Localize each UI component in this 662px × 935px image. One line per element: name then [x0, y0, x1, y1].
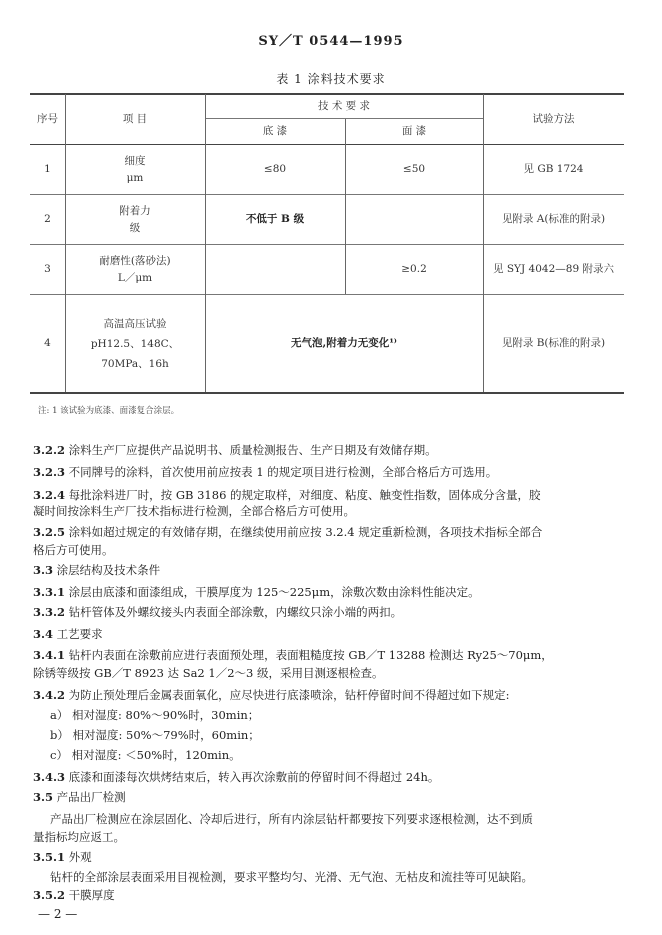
clause-number: 3.4.2: [33, 688, 66, 702]
item-condition: 70MPa、16h: [101, 357, 169, 370]
paragraph: [33, 770, 633, 785]
paragraph: [33, 648, 633, 663]
table-row-no: 3: [44, 263, 51, 275]
test-method: 见附录 B(标准的附录): [501, 337, 606, 349]
table-title: 表 1 涂料技术要求: [276, 72, 386, 86]
clause-text: 钻杆管体及外螺纹接头内表面全部涂敷，内螺纹只涂小端的两扣。: [65, 605, 403, 619]
header-test-method: 试验方法: [532, 112, 575, 125]
document-header: SY／T 0544—1995: [258, 34, 404, 49]
paragraph: [33, 605, 633, 620]
paragraph: [33, 443, 633, 458]
item-unit: μm: [126, 171, 144, 184]
table-row-item: [65, 195, 205, 244]
table-row-no: 2: [44, 213, 51, 225]
clause-text: 凝时间按涂料生产厂技术指标进行检测，全部合格后方可使用。: [33, 504, 355, 518]
clause-text: 干膜厚度: [65, 888, 115, 902]
clause-number: 3.4: [33, 627, 54, 641]
item-unit: 级: [129, 221, 141, 234]
clause-text: 产品出厂检测: [53, 790, 126, 804]
topcoat-value: ≥0.2: [401, 263, 427, 275]
primer-value: 不低于 B 级: [245, 213, 305, 225]
clause-number: 3.4.3: [33, 770, 66, 784]
item-condition: pH12.5、148C、: [90, 337, 180, 350]
item-name: 细度: [124, 154, 146, 167]
paragraph: [33, 666, 633, 681]
clause-number: 3.3.1: [33, 585, 66, 599]
item-name: 高温高压试验: [103, 317, 167, 330]
paragraph: [33, 465, 633, 480]
paragraph: [33, 525, 633, 540]
clause-text: 钻杆内表面在涂敷前应进行表面预处理，表面粗糙度按 GB／T 13288 检测达 Ry25～70μm，: [65, 648, 553, 662]
merged-requirement: 无气泡,附着力无变化¹⁾: [291, 337, 397, 349]
clause-number: 3.3.2: [33, 605, 66, 619]
section-heading: [33, 563, 633, 578]
item-unit: L／μm: [117, 271, 153, 284]
clause-text: 涂层由底漆和面漆组成，干膜厚度为 125～225μm，涂敷次数由涂料性能决定。: [65, 585, 480, 599]
clause-text: 产品出厂检测应在涂层固化、冷却后进行，所有内涂层钻杆都要按下列要求逐根检测，达不到质: [50, 812, 533, 826]
clause-text: 钻杆的全部涂层表面采用目视检测，要求平整均匀、光滑、无气泡、无枯皮和流挂等可见缺陷。: [50, 870, 533, 884]
paragraph: [33, 585, 633, 600]
header-requirements: 技 术 要 求: [317, 99, 370, 112]
clause-text: 不同牌号的涂料，首次使用前应按表 1 的规定项目进行检测，全部合格后方可选用。: [65, 465, 498, 479]
clause-number: 3.2.3: [33, 465, 66, 479]
clause-text: c） 相对湿度: ＜50%时，120min。: [50, 748, 241, 762]
topcoat-value: ≤50: [402, 163, 426, 175]
clause-text: 涂层结构及技术条件: [53, 563, 161, 577]
list-item: [50, 748, 650, 763]
primer-value: ≤80: [263, 163, 287, 175]
item-name: 附着力: [119, 204, 151, 217]
table-note: 注: 1 该试验为底漆、面漆复合涂层。: [38, 406, 180, 416]
table-row-item: [65, 295, 205, 392]
header-primer: 底 漆: [262, 125, 288, 137]
list-item: [50, 708, 650, 723]
clause-text: 量指标均应返工。: [33, 830, 125, 844]
clause-number: 3.2.4: [33, 488, 66, 502]
header-topcoat: 面 漆: [401, 125, 427, 137]
test-method: 见 SYJ 4042—89 附录六: [493, 263, 614, 275]
table-row-no: 1: [44, 163, 51, 175]
section-heading: [33, 790, 633, 805]
section-heading: [33, 627, 633, 642]
list-item: [50, 728, 650, 743]
primer-value: [205, 245, 345, 294]
clause-text: 每批涂料进厂时，按 GB 3186 的规定取样，对细度、粘度、触变性指数，固体成分含量，胶: [65, 488, 541, 502]
table-bottom-rule: [30, 392, 624, 394]
clause-text: 外观: [65, 850, 92, 864]
paragraph: [33, 504, 633, 519]
table-row-item: [65, 145, 205, 194]
clause-text: b） 相对湿度: 50%～79%时，60min；: [50, 728, 260, 742]
paragraph: [33, 488, 633, 503]
clause-text: 除锈等级按 GB／T 8923 达 Sa2 1／2～3 级，采用目测逐根检查。: [33, 666, 384, 680]
clause-text: 工艺要求: [53, 627, 103, 641]
section-heading: [33, 850, 633, 865]
clause-number: 3.5.2: [33, 888, 66, 902]
clause-text: a） 相对湿度: 80%～90%时，30min；: [50, 708, 260, 722]
header-item: 项 目: [122, 112, 148, 125]
test-method: 见附录 A(标准的附录): [501, 213, 606, 225]
page-number: — 2 —: [38, 907, 78, 921]
item-name: 耐磨性(落砂法): [99, 254, 171, 267]
clause-number: 3.2.5: [33, 525, 66, 539]
topcoat-value: [345, 195, 483, 244]
clause-text: 涂料如超过规定的有效储存期，在继续使用前应按 3.2.4 规定重新检测，各项技术指标全部合: [65, 525, 543, 539]
clause-number: 3.4.1: [33, 648, 66, 662]
clause-number: 3.5: [33, 790, 54, 804]
header-no: 序号: [37, 112, 58, 125]
test-method: 见 GB 1724: [523, 163, 584, 175]
table-row-no: 4: [44, 337, 51, 349]
clause-text: 涂料生产厂应提供产品说明书、质量检测报告、生产日期及有效储存期。: [65, 443, 437, 457]
clause-number: 3.2.2: [33, 443, 66, 457]
clause-number: 3.5.1: [33, 850, 66, 864]
clause-number: 3.3: [33, 563, 54, 577]
clause-text: 格后方可使用。: [33, 543, 114, 557]
paragraph: [33, 830, 633, 845]
paragraph: [33, 543, 633, 558]
table-row-item: [65, 245, 205, 294]
section-heading: [33, 888, 633, 903]
paragraph: [50, 812, 650, 827]
clause-text: 底漆和面漆每次烘烤结束后，转入再次涂敷前的停留时间不得超过 24h。: [65, 770, 440, 784]
paragraph: [33, 688, 633, 703]
paragraph: [50, 870, 650, 885]
clause-text: 为防止预处理后金属表面氧化，应尽快进行底漆喷涂，钻杆停留时间不得超过如下规定:: [65, 688, 510, 702]
